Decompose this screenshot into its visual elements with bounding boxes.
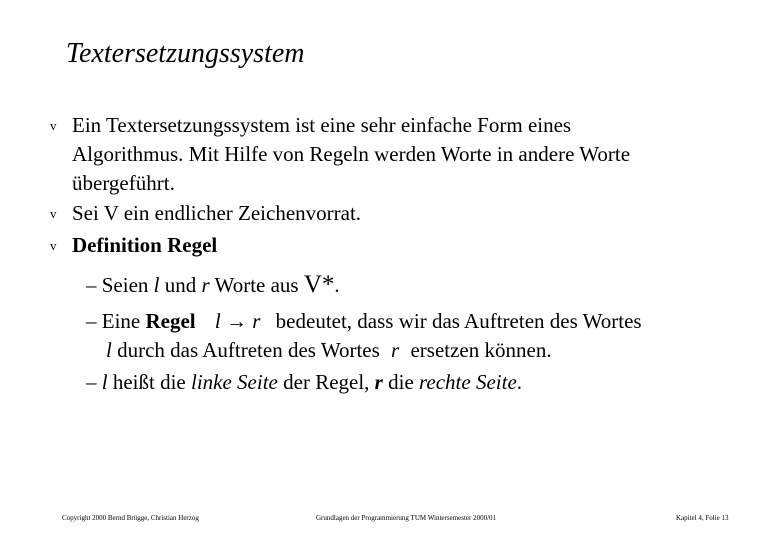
v-star: V*	[303, 271, 335, 298]
text: die	[382, 370, 420, 394]
word-l: l	[101, 370, 108, 394]
footer-course: Grundlagen der Programmierung TUM Wintersemester 2000/01	[316, 514, 497, 522]
text: Eine	[101, 309, 146, 333]
bullet-3-text: Definition Regel	[72, 233, 218, 257]
word-r: r	[391, 338, 400, 362]
text: der Regel,	[277, 370, 375, 394]
linke-seite: linke Seite	[191, 370, 278, 394]
text: .	[516, 370, 523, 394]
text: durch das Auftreten des Wortes	[117, 338, 380, 362]
text: ersetzen können.	[410, 338, 552, 362]
right-arrow-icon: →	[225, 309, 247, 333]
bullet-1-line-3: übergeführt.	[72, 171, 175, 195]
rule-left: l	[214, 309, 221, 333]
text: Worte aus	[209, 273, 304, 297]
word-r: r	[374, 370, 383, 394]
subitem-2-cont	[106, 336, 552, 365]
dash: –	[86, 273, 97, 297]
subitem-2	[86, 307, 642, 336]
footer-copyright: Copyright 2000 Bernd Brügge, Christian Herzog	[62, 514, 199, 522]
word-l: l	[106, 338, 112, 362]
dash: –	[86, 309, 97, 333]
rule-right: r	[252, 309, 261, 333]
subitem-3	[86, 368, 522, 397]
regel-term: Regel	[145, 309, 196, 333]
bullet-2-text: Sei V ein endlicher Zeichenvorrat.	[72, 201, 362, 225]
text: Seien	[101, 273, 154, 297]
subitem-1	[86, 270, 340, 300]
text: bedeutet, dass wir das Auftreten des Wortes	[275, 309, 642, 333]
bullet-1-line-1: Ein Textersetzungssystem ist eine sehr einfache Form eines	[72, 113, 572, 137]
rechte-seite: rechte Seite	[419, 370, 517, 394]
bullet-1-line-2: Algorithmus. Mit Hilfe von Regeln werden Worte in andere Worte	[72, 142, 631, 166]
diamond-bullet-icon: v	[50, 118, 57, 133]
dash: –	[86, 370, 97, 394]
footer-page: Kapitel 4, Folie 13	[676, 514, 729, 522]
word-l: l	[153, 273, 160, 297]
diamond-bullet-icon: v	[50, 238, 57, 253]
text: und	[159, 273, 202, 297]
text: heißt die	[107, 370, 191, 394]
diamond-bullet-icon: v	[50, 206, 57, 221]
slide-title: Textersetzungssystem	[66, 38, 305, 69]
text: .	[334, 273, 340, 297]
word-r: r	[201, 273, 210, 297]
